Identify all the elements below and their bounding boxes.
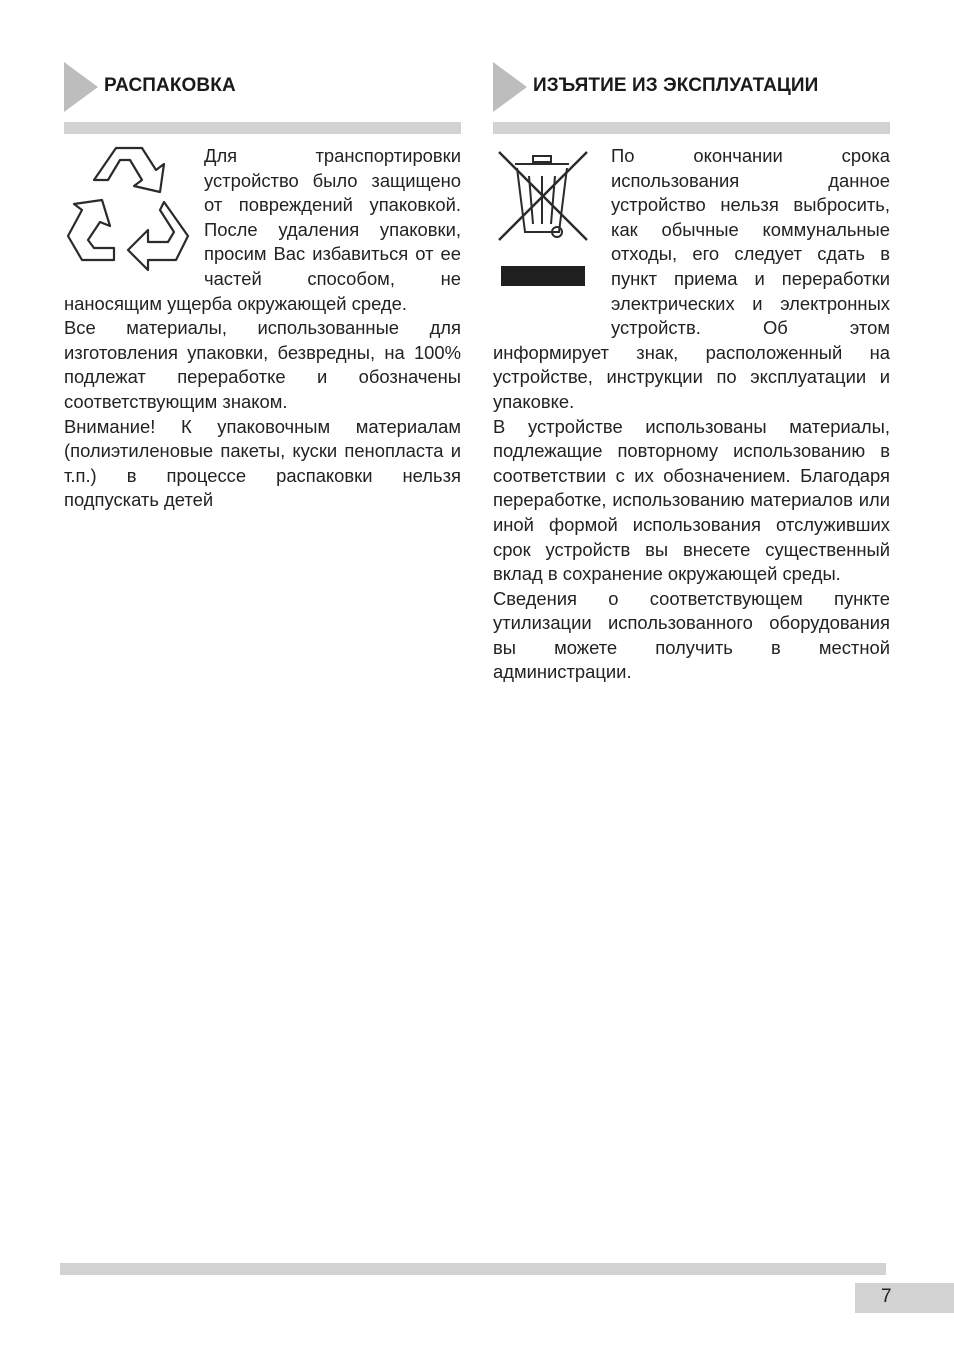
section-body [64,144,461,513]
paragraph: Внимание! К упаковочным материалам (полиэтиленовые пакеты, куски пенопласта и т.п.) в процессе распаковки нельзя подпускать детей [64,415,461,511]
paragraph: Все материалы, использованные для изготовления упаковки, безвредны, на 100% подлежат переработке и обозначены соответствующим знаком. [64,317,461,412]
section-unpacking [64,62,461,513]
page-number: 7 [881,1286,892,1307]
section-divider [64,122,461,134]
paragraph: Сведения о соответствующем пункте утилизации использованного оборудования вы можете получить в местной администрации. [493,587,890,683]
section-body [493,144,890,685]
recycling-icon [64,144,192,282]
section-title: РАСПАКОВКА [104,75,236,96]
page-number-box [855,1283,954,1313]
footer-divider [60,1263,886,1275]
crossed-bin-icon [493,144,593,314]
paragraph: По окончании срока использования данное устройство нельзя выбросить, как обычные коммунальные отходы, его следует сдать в пункт приема и переработки электрических и электронных устройств. Об этом информирует знак, расположенный на устройстве, инструкции по эксплуатации и упаковке. [493,145,890,412]
section-divider [493,122,890,134]
paragraph: Для транспортировки устройство было защищено от повреждений упаковкой. После удаления упаковки, просим Вас избавиться от ее частей способом, не наносящим ущерба окружающей среде. [64,145,461,314]
section-title: ИЗЪЯТИЕ ИЗ ЭКСПЛУАТАЦИИ [533,75,819,96]
paragraph: В устройстве использованы материалы, подлежащие повторному использованию в соответствии с их обозначением. Благодаря переработке, использованию материалов или иной формой использования отслуживших срок устройств вы внесете существенный вклад в сохранение окружающей среды. [493,415,890,585]
triangle-marker-icon [64,62,98,112]
section-header-unpacking [64,62,461,112]
triangle-marker-icon [493,62,527,112]
section-disposal [493,62,890,685]
section-header-disposal [493,62,890,112]
